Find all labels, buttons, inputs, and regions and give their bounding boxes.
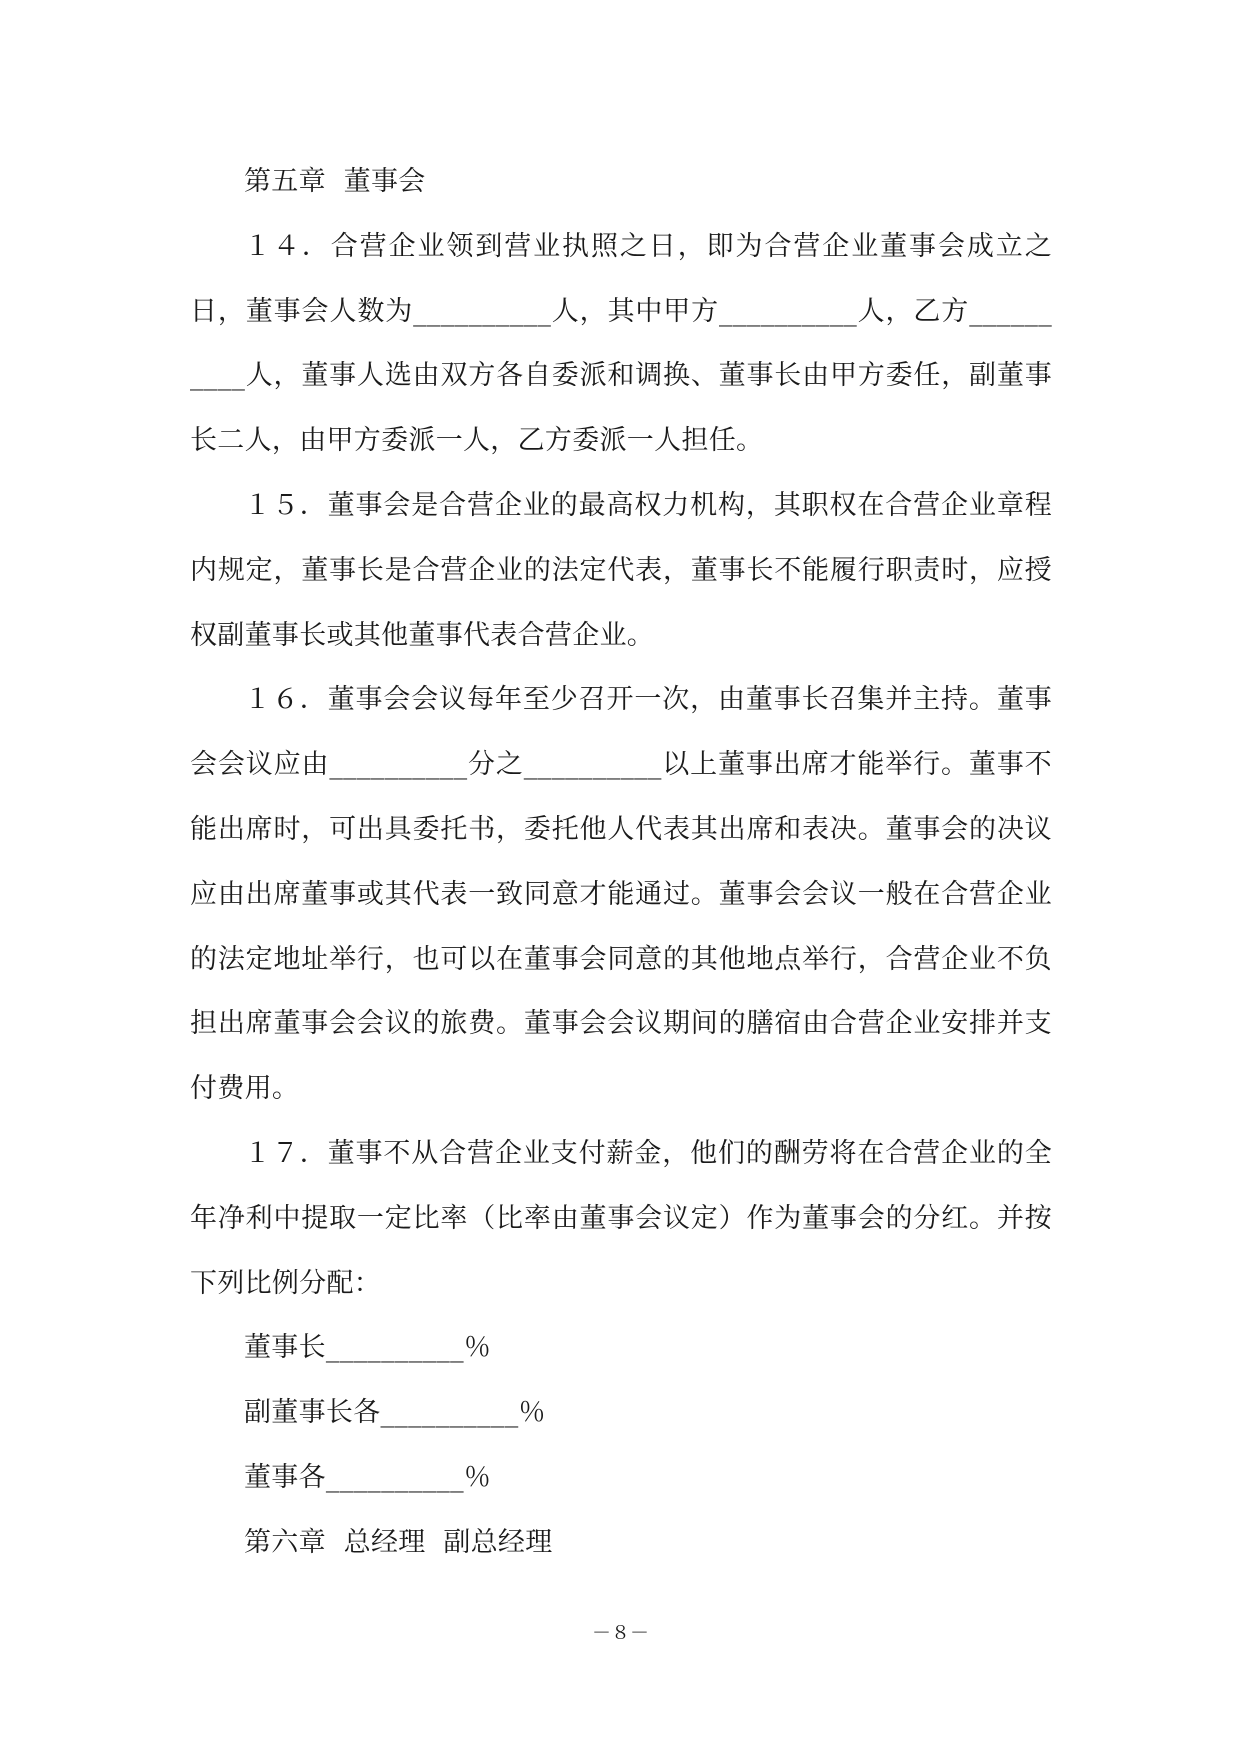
chapter-5-heading: 第五章 董事会 <box>244 166 426 197</box>
page-number: －８－ <box>591 1622 649 1644</box>
document-body <box>190 150 1052 1576</box>
article-17: １７．董事不从合营企业支付薪金，他们的酬劳将在合营企业的全年净利中提取一定比率（比率由董事会议定）作为董事会的分红。并按下列比例分配： <box>190 1137 1052 1299</box>
article-14: １４．合营企业领到营业执照之日，即为合营企业董事会成立之日，董事会人数为__________人，其中甲方__________人，乙方__________人，董事人选由双方各自委派和调换、董事长由甲方委任，副董事长二人，由甲方委派一人，乙方委派一人担任。 <box>190 230 1052 457</box>
article-15: １５．董事会是合营企业的最高权力机构，其职权在合营企业章程内规定，董事长是合营企业的法定代表，董事长不能履行职责时，应授权副董事长或其他董事代表合营企业。 <box>190 489 1052 651</box>
article-16: １６．董事会会议每年至少召开一次，由董事长召集并主持。董事会会议应由__________分之__________以上董事出席才能举行。董事不能出席时，可出具委托书，委托他人代表其出席和表决。董事会的决议应由出席董事或其代表一致同意才能通过。董事会会议一般在合营企业的法定地址举行，也可以在董事会同意的其他地点举行，合营企业不负担出席董事会会议的旅费。董事会会议期间的膳宿由合营企业安排并支付费用。 <box>190 684 1052 1105</box>
vice-chairman-share-line: 副董事长各__________％ <box>244 1397 546 1429</box>
director-share-line: 董事各__________％ <box>244 1461 492 1493</box>
chairman-share-line: 董事长__________％ <box>244 1332 492 1364</box>
chapter-6-heading: 第六章 总经理 副总经理 <box>244 1526 553 1558</box>
